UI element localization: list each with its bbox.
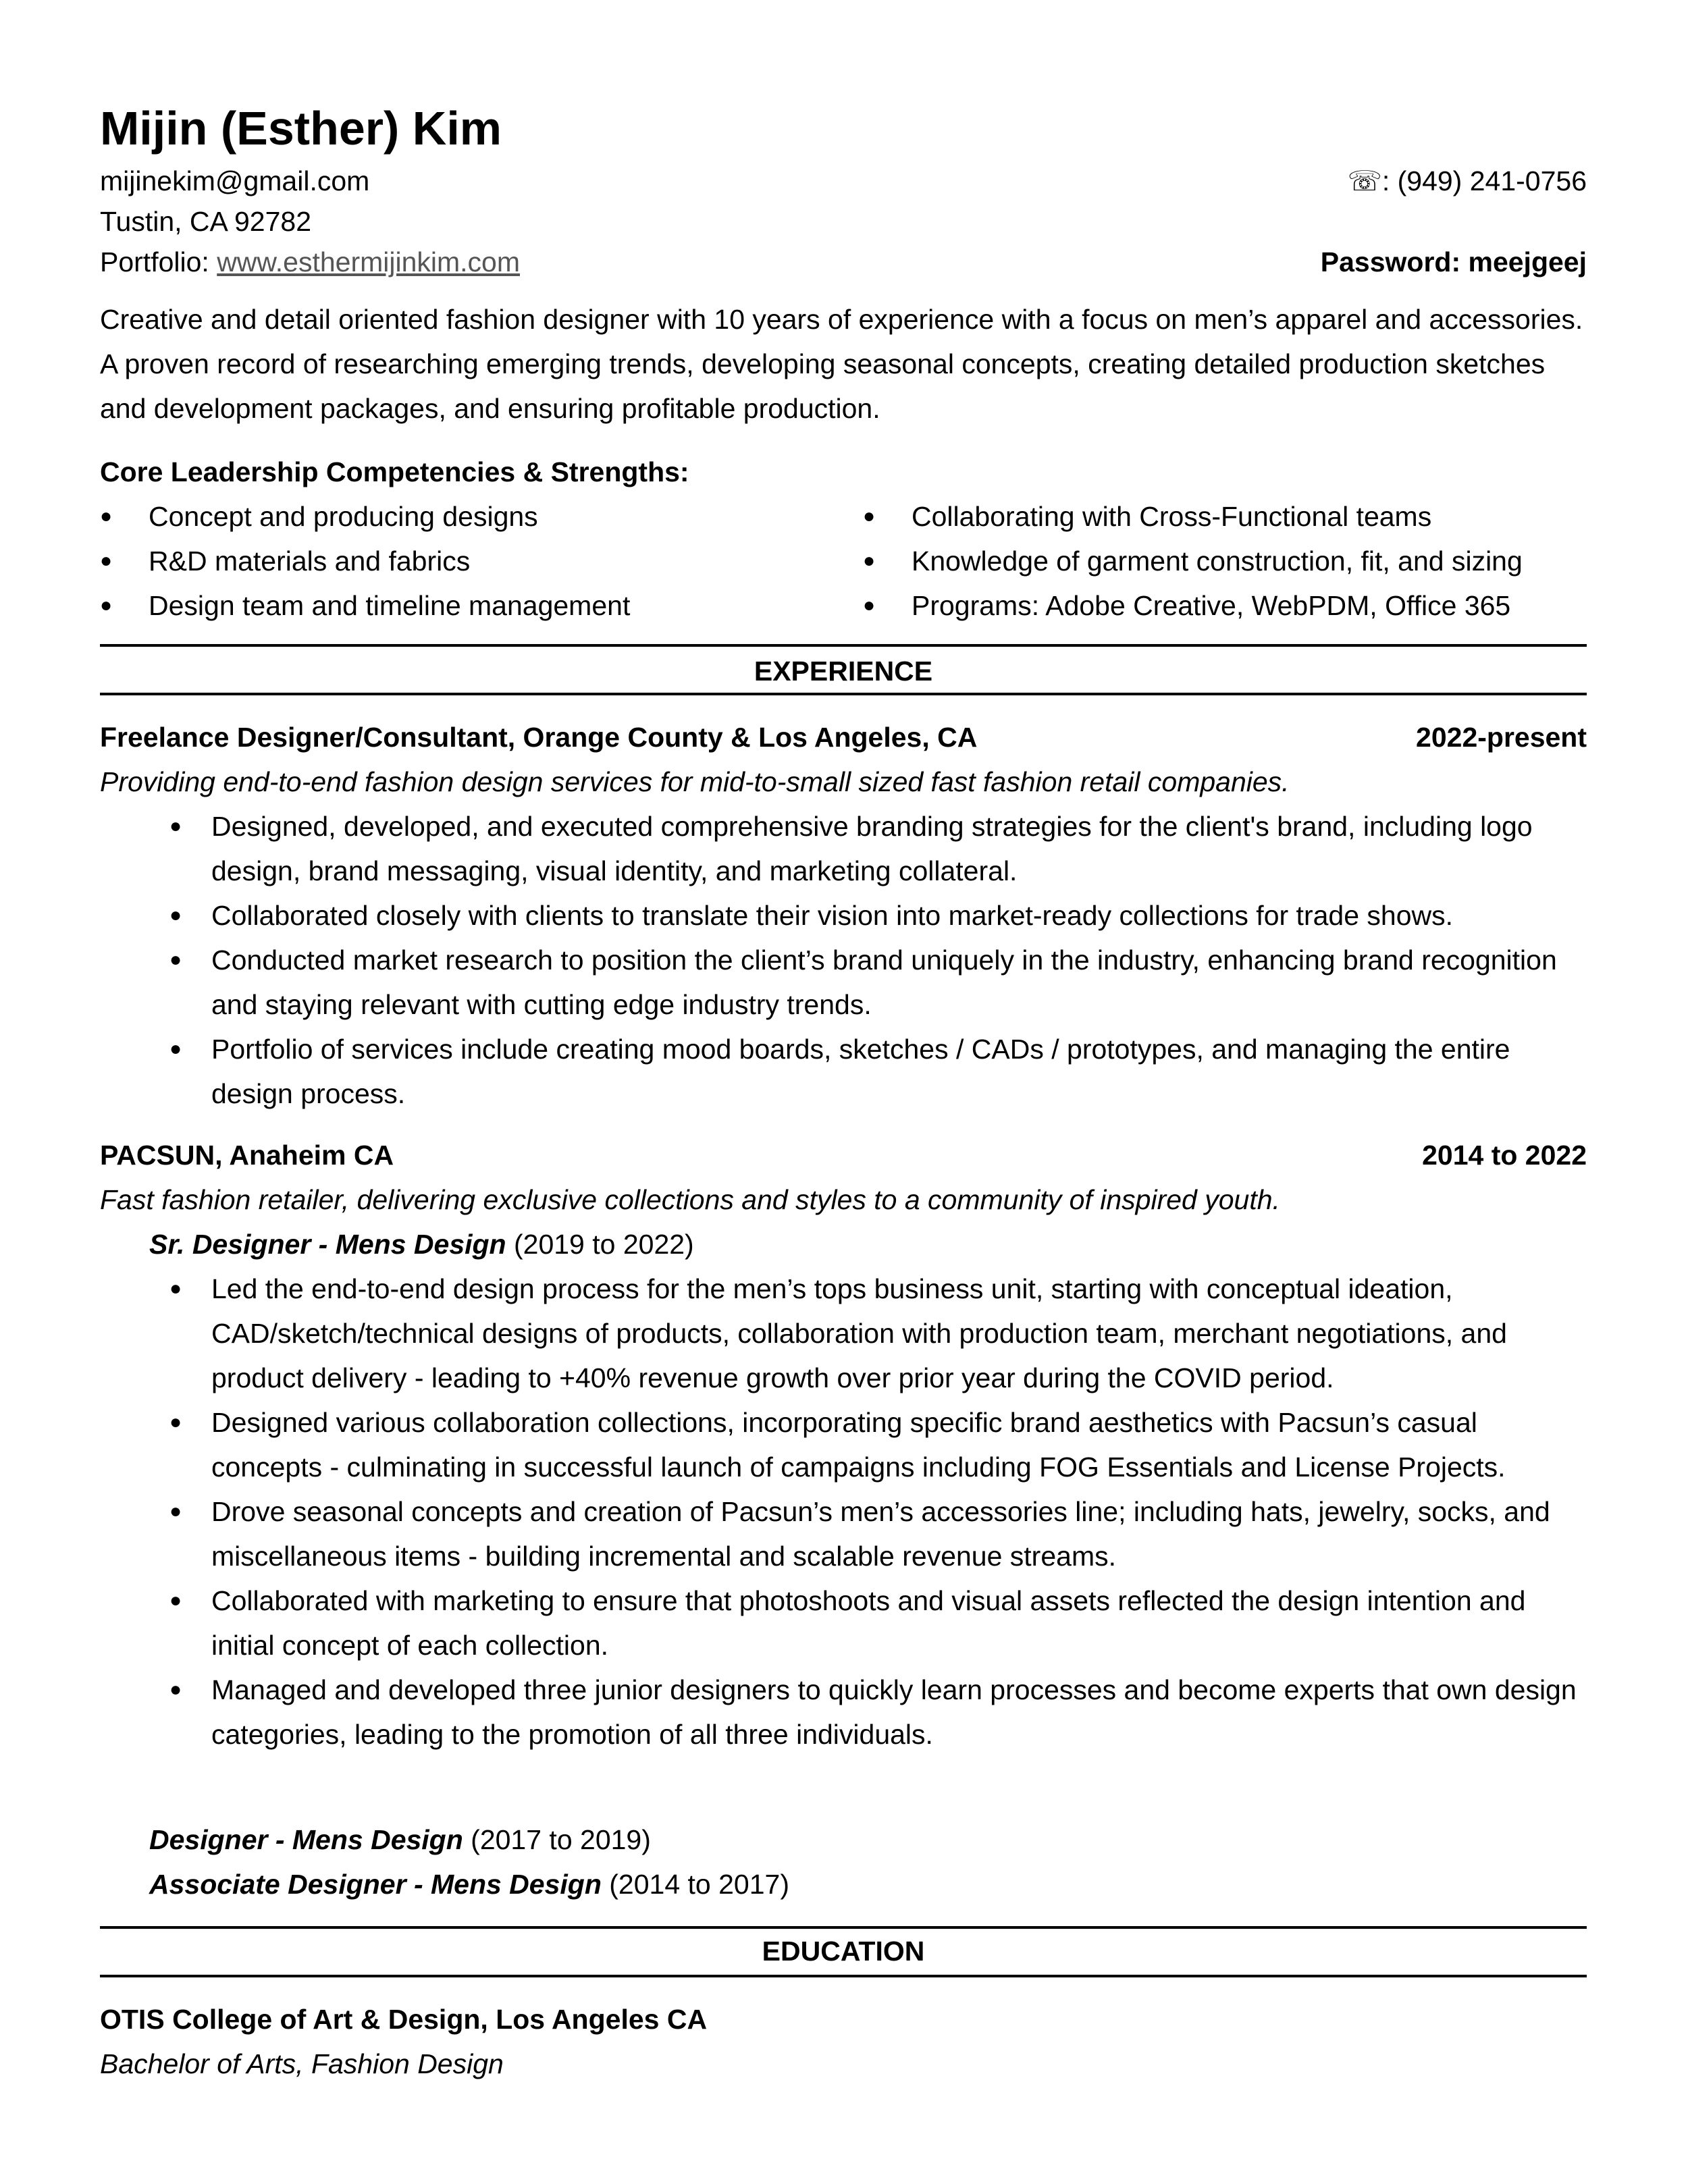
portfolio-password: Password: meejgeej xyxy=(1320,246,1587,277)
job-bullet: ● Led the end-to-end design process for the men’s tops business unit, starting with conceptual ideation, CAD/sketch/technical designs of products, collaboration with production team, merchant negotiations, and product delivery - leading to +40% revenue growth over prior year during the COVID period. xyxy=(169,1267,1587,1400)
summary: Creative and detail oriented fashion designer with 10 years of experience with a focus on men’s apparel and accessories. A proven record of researching emerging trends, developing seasonal concepts, creating detailed production sketches and development packages, and ensuring profitable production. xyxy=(100,304,1583,424)
competencies-title: Core Leadership Competencies & Strengths: xyxy=(100,456,689,487)
degree: Bachelor of Arts, Fashion Design xyxy=(100,2048,504,2079)
job-pacsun xyxy=(100,1133,1587,1757)
competency-item: ● Design team and timeline management xyxy=(100,583,863,628)
education-entry xyxy=(100,1997,1587,2086)
role-designer: Designer - Mens Design (2017 to 2019) xyxy=(149,1824,651,1855)
competency-item: ● Programs: Adobe Creative, WebPDM, Office 365 xyxy=(863,583,1587,628)
divider xyxy=(100,644,1587,647)
job-bullet: ● Managed and developed three junior designers to quickly learn processes and become experts that own design categories, leading to the promotion of all three individuals. xyxy=(169,1668,1587,1757)
phone: ☏: (949) 241-0756 xyxy=(1347,165,1587,196)
competency-item: ● Collaborating with Cross-Functional teams xyxy=(863,494,1587,539)
competency-item: ● Concept and producing designs xyxy=(100,494,863,539)
section-title-experience: EXPERIENCE xyxy=(754,656,933,687)
job-dates: 2022-present xyxy=(1416,722,1587,753)
job-bullet: ● Conducted market research to position the client’s brand uniquely in the industry, enhancing brand recognition and staying relevant with cutting edge industry trends. xyxy=(169,938,1587,1027)
portfolio-link[interactable]: www.esthermijinkim.com xyxy=(217,246,521,277)
job-dates: 2014 to 2022 xyxy=(1422,1140,1587,1171)
job-bullet: ● Designed various collaboration collections, incorporating specific brand aesthetics with Pacsun’s casual concepts - culminating in successful launch of campaigns including FOG Essentials and License Projects. xyxy=(169,1400,1587,1489)
divider xyxy=(100,693,1587,695)
email: mijinekim@gmail.com xyxy=(100,165,370,196)
job-bullet: ● Collaborated with marketing to ensure that photoshoots and visual assets reflected the design intention and initial concept of each collection. xyxy=(169,1578,1587,1668)
candidate-name: Mijin (Esther) Kim xyxy=(100,102,502,155)
portfolio: Portfolio: www.esthermijinkim.com xyxy=(100,246,521,277)
prior-roles xyxy=(100,1817,1587,1907)
job-title: Freelance Designer/Consultant, Orange County & Los Angeles, CA xyxy=(100,722,978,753)
job-description: Fast fashion retailer, delivering exclusive collections and styles to a community of inspired youth. xyxy=(100,1184,1280,1215)
competencies-section xyxy=(100,450,1587,628)
competency-item: ● R&D materials and fabrics xyxy=(100,539,863,583)
job-description: Providing end-to-end fashion design services for mid-to-small sized fast fashion retail companies. xyxy=(100,766,1290,797)
divider xyxy=(100,1926,1587,1929)
location: Tustin, CA 92782 xyxy=(100,206,312,237)
job-bullet: ● Portfolio of services include creating mood boards, sketches / CADs / prototypes, and managing the entire design process. xyxy=(169,1027,1587,1116)
competency-item: ● Knowledge of garment construction, fit, and sizing xyxy=(863,539,1587,583)
role-associate-designer: Associate Designer - Mens Design (2014 to 2017) xyxy=(149,1869,789,1900)
phone-icon: ☏ xyxy=(1347,165,1382,196)
school: OTIS College of Art & Design, Los Angeles CA xyxy=(100,2004,708,2035)
job-freelance xyxy=(100,715,1587,1116)
job-bullet: ● Collaborated closely with clients to translate their vision into market-ready collections for trade shows. xyxy=(169,893,1587,938)
section-title-education: EDUCATION xyxy=(762,1936,925,1967)
job-bullet: ● Drove seasonal concepts and creation of Pacsun’s men’s accessories line; including hats, jewelry, socks, and miscellaneous items - building incremental and scalable revenue streams. xyxy=(169,1489,1587,1578)
job-title: PACSUN, Anaheim CA xyxy=(100,1140,394,1171)
job-bullet: ● Designed, developed, and executed comprehensive branding strategies for the client's brand, including logo design, brand messaging, visual identity, and marketing collateral. xyxy=(169,804,1587,893)
contact-block xyxy=(100,161,1587,282)
divider xyxy=(100,1975,1587,1977)
role-sr-designer: Sr. Designer - Mens Design (2019 to 2022) xyxy=(149,1229,694,1260)
